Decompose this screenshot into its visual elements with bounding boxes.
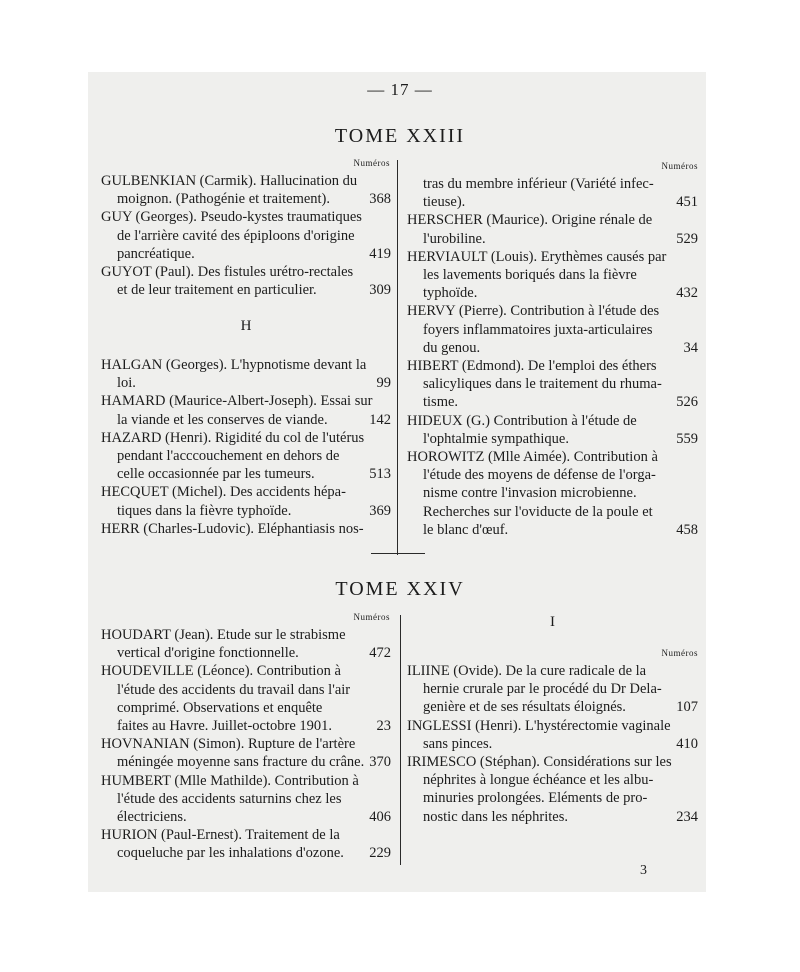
entry-heading-line: tras du membre inférieur (Variété infec-	[423, 176, 654, 192]
thesis-number: 529	[676, 230, 698, 247]
index-entry	[407, 448, 698, 539]
index-entry	[101, 483, 391, 519]
entry-continuation-line: loi.	[117, 375, 136, 392]
numeros-header-right: Numéros	[661, 161, 698, 171]
index-entry	[101, 626, 391, 662]
entry-continuation-line: l'étude des moyens de défense de l'orga-	[423, 467, 656, 484]
thesis-number: 23	[376, 718, 391, 735]
entry-heading-line: HERSCHER (Maurice). Origine rénale de	[407, 212, 653, 229]
entry-continuation-line: l'étude des accidents du travail dans l'air	[117, 681, 351, 698]
entry-heading-line: HERVY (Pierre). Contribution à l'étude des	[407, 303, 660, 320]
thesis-number: 34	[683, 339, 698, 356]
numeros-header-left: Numéros	[353, 612, 390, 622]
entry-heading-line: INGLESSI (Henri). L'hystérectomie vaginale	[407, 717, 671, 734]
entry-heading-line: GUY (Georges). Pseudo-kystes traumatiques	[101, 209, 362, 226]
index-entry	[101, 392, 391, 428]
entry-continuation-line: l'ophtalmie sympathique.	[423, 430, 569, 447]
entry-continuation-line: minuries prolongées. Eléments de pro-	[423, 790, 648, 807]
entry-heading-line: HOVNANIAN (Simon). Rupture de l'artère	[101, 736, 356, 753]
section-letter-i: I	[550, 614, 555, 630]
entry-continuation-line: celle occasionnée par les tumeurs.	[117, 466, 315, 483]
entry-continuation-line: salicyliques dans le traitement du rhuma-	[423, 376, 662, 393]
entry-continuation-line: du genou.	[423, 339, 481, 356]
index-entry	[101, 172, 391, 208]
entry-continuation-line: tisme.	[423, 394, 459, 411]
index-entry	[407, 211, 698, 247]
thesis-number: 458	[676, 521, 698, 538]
thesis-number: 107	[676, 699, 698, 716]
index-entry	[407, 753, 698, 826]
entry-continuation-line: vertical d'origine fonctionnelle.	[117, 645, 299, 662]
thesis-number: 559	[676, 430, 698, 447]
column-divider	[397, 160, 398, 555]
index-entry	[101, 263, 391, 299]
entry-continuation-line: nisme contre l'invasion microbienne.	[423, 485, 637, 502]
entry-heading-line: HURION (Paul-Ernest). Traitement de la	[101, 827, 340, 844]
index-entry	[101, 662, 391, 735]
thesis-number: 369	[369, 502, 391, 519]
entry-continuation-line: sans pinces.	[423, 735, 493, 752]
column-divider	[400, 615, 401, 865]
thesis-number: 526	[676, 394, 698, 411]
entry-continuation-line: de l'arrière cavité des épiploons d'origine	[117, 227, 355, 244]
thesis-number: 419	[369, 245, 391, 262]
tome-xxiii-title: TOME XXIII	[334, 125, 466, 147]
index-entry	[101, 356, 391, 392]
entry-heading-line: HOUDART (Jean). Etude sur le strabisme	[101, 627, 346, 643]
entry-continuation-line: le blanc d'œuf.	[423, 521, 509, 538]
entry-heading-line: ILIINE (Ovide). De la cure radicale de la	[407, 663, 647, 679]
page-number: — 17 —	[367, 80, 433, 99]
entry-continuation-line: moignon. (Pathogénie et traitement).	[117, 191, 331, 208]
entry-continuation-line: comprimé. Observations et enquête	[117, 699, 323, 716]
thesis-number: 234	[676, 808, 698, 825]
index-entry	[407, 248, 698, 303]
index-entry	[407, 412, 698, 448]
index-entry	[407, 717, 698, 753]
entry-heading-line: HALGAN (Georges). L'hypnotisme devant la	[101, 357, 367, 373]
entry-heading-line: HOROWITZ (Mlle Aimée). Contribution à	[407, 449, 658, 466]
thesis-number: 472	[369, 645, 391, 662]
entry-heading-line: HUMBERT (Mlle Mathilde). Contribution à	[101, 772, 359, 789]
entry-continuation-line: faites au Havre. Juillet-octobre 1901.	[117, 718, 333, 735]
entry-continuation-line: la viande et les conserves de viande.	[117, 411, 328, 428]
thesis-number: 451	[676, 194, 698, 211]
entry-continuation-line: typhoïde.	[423, 285, 478, 302]
thesis-number: 99	[376, 375, 391, 392]
entry-continuation-line: l'urobiline.	[423, 230, 486, 247]
thesis-number: 229	[369, 845, 391, 862]
entry-continuation-line: et de leur traitement en particulier.	[117, 282, 317, 299]
entry-heading-line: HOUDEVILLE (Léonce). Contribution à	[101, 663, 341, 680]
tome-xxiv-left-column	[101, 626, 391, 863]
entry-continuation-line: néphrites à longue échéance et les albu-	[423, 772, 654, 789]
entry-continuation-line: pancréatique.	[117, 245, 195, 262]
entry-continuation-line: Recherches sur l'oviducte de la poule et	[423, 503, 653, 520]
numeros-header-right: Numéros	[661, 648, 698, 658]
entry-continuation-line: l'étude des accidents saturnins chez les	[117, 790, 342, 807]
index-entry	[407, 302, 698, 357]
section-rule	[371, 553, 425, 554]
tome-xxiii-left-column-h	[101, 356, 391, 538]
index-entry	[101, 208, 391, 263]
entry-continuation-line: hernie crurale par le procédé du Dr Dela-	[423, 681, 662, 698]
entry-heading-line: HERVIAULT (Louis). Erythèmes causés par	[407, 248, 667, 265]
entry-continuation-line: les lavements boriqués dans la fièvre	[423, 267, 637, 284]
sheet-number: 3	[640, 863, 647, 878]
entry-continuation-line: pendant l'acccouchement en dehors de	[117, 448, 340, 465]
entry-continuation-line: tieuse).	[423, 194, 466, 211]
entry-heading-line: HAZARD (Henri). Rigidité du col de l'utérus	[101, 429, 365, 446]
thesis-number: 368	[369, 191, 391, 208]
entry-heading-line: HAMARD (Maurice-Albert-Joseph). Essai sur	[101, 393, 373, 410]
thesis-number: 309	[369, 282, 391, 299]
index-entry	[101, 772, 391, 827]
entry-heading-line: IRIMESCO (Stéphan). Considérations sur les	[407, 754, 672, 771]
tome-xxiii-right-column	[407, 175, 698, 539]
section-letter-h: H	[240, 318, 252, 334]
entry-heading-line: GULBENKIAN (Carmik). Hallucination du	[101, 173, 358, 189]
entry-continuation-line: tiques dans la fièvre typhoïde.	[117, 502, 292, 519]
entry-continuation-line: genière et de ses résultats éloignés.	[423, 699, 626, 716]
entry-heading-line: HECQUET (Michel). Des accidents hépa-	[101, 484, 346, 501]
tome-xxiv-title: TOME XXIV	[335, 578, 465, 600]
entry-continuation-line: nostic dans les néphrites.	[423, 808, 568, 825]
index-entry	[101, 429, 391, 484]
index-entry	[407, 357, 698, 412]
index-entry	[101, 826, 391, 862]
entry-heading-line: GUYOT (Paul). Des fistules urétro-rectales	[101, 264, 354, 281]
thesis-number: 406	[369, 809, 391, 826]
entry-continuation-line: foyers inflammatoires juxta-articulaires	[423, 321, 653, 338]
entry-heading-line: HIDEUX (G.) Contribution à l'étude de	[407, 412, 637, 429]
thesis-number: 370	[369, 754, 391, 771]
index-entry	[101, 520, 391, 538]
tome-xxiii-left-column-g	[101, 172, 391, 299]
thesis-number: 142	[369, 411, 391, 428]
entry-heading-line: HERR (Charles-Ludovic). Eléphantiasis nos-	[101, 520, 364, 537]
numeros-header-left: Numéros	[353, 158, 390, 168]
entry-heading-line: HIBERT (Edmond). De l'emploi des éthers	[407, 358, 657, 375]
entry-continuation-line: méningée moyenne sans fracture du crâne.	[117, 754, 365, 771]
entry-continuation-line: électriciens.	[117, 809, 187, 826]
thesis-number: 513	[369, 466, 391, 483]
entry-continuation-line: coqueluche par les inhalations d'ozone.	[117, 845, 344, 862]
index-entry	[407, 662, 698, 717]
index-entry	[407, 175, 698, 211]
tome-xxiv-right-column	[407, 662, 698, 826]
index-entry	[101, 735, 391, 771]
thesis-number: 432	[676, 285, 698, 302]
thesis-number: 410	[676, 735, 698, 752]
